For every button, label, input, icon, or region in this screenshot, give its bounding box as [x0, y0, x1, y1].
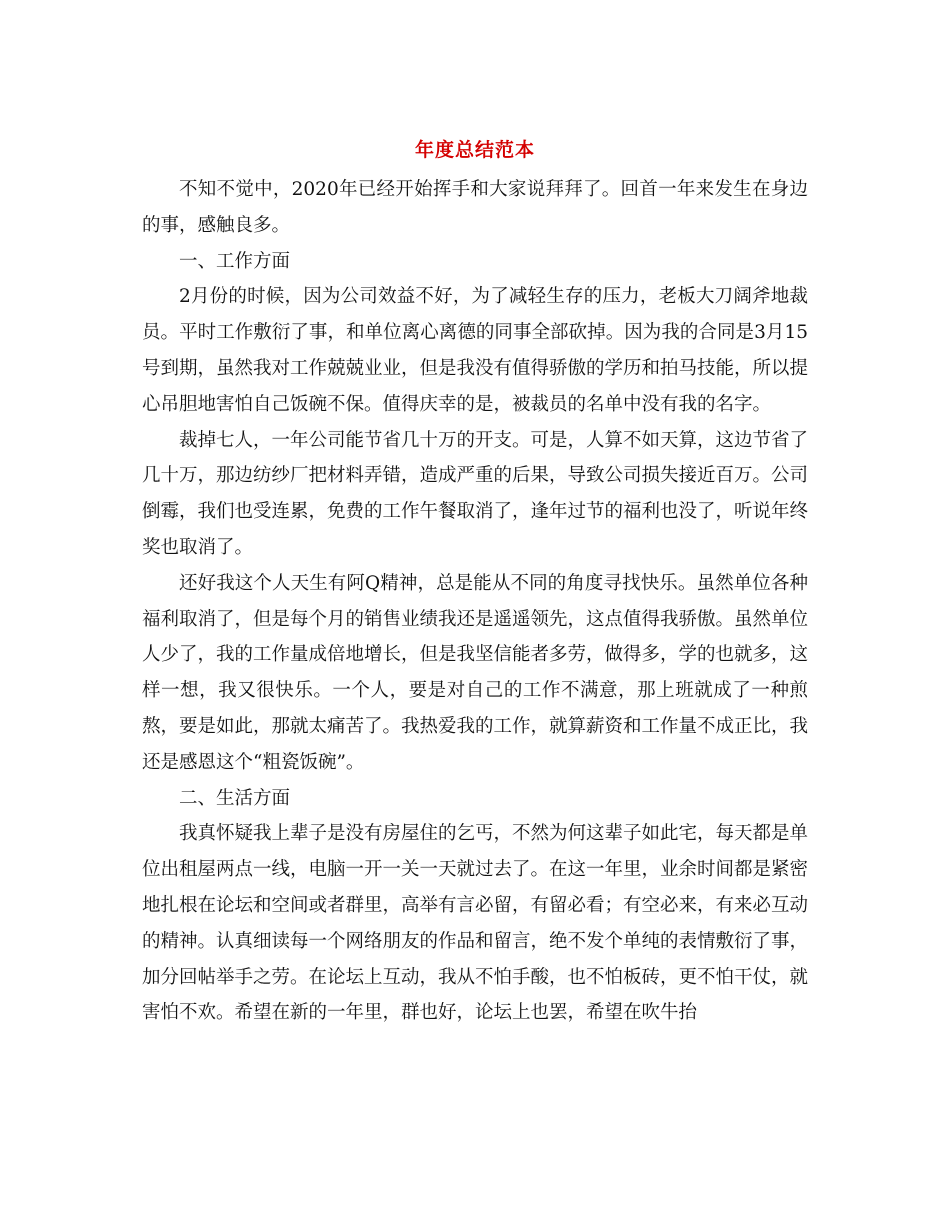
paragraph-cost-cutting: 裁掉七人，一年公司能节省几十万的开支。可是，人算不如天算，这边节省了几十万，那边纺纱厂把材料弄错，造成严重的后果，导致公司损失接近百万。公司倒霉，我们也受连累，免费的工作午餐取消了，逢年过节的福利也没了，听说年终奖也取消了。 — [142, 429, 809, 558]
paragraph-layoffs: 2月份的时候，因为公司效益不好，为了减轻生存的压力，老板大刀阔斧地裁员。平时工作敷衍了事，和单位离心离德的同事全部砍掉。因为我的合同是3月15号到期，虽然我对工作兢兢业业，但是我没有值得骄傲的学历和拍马技能，所以提心吊胆地害怕自己饭碗不保。值得庆幸的是，被裁员的名单中没有我的名字。 — [142, 286, 809, 415]
paragraph-attitude: 还好我这个人天生有阿Q精神，总是能从不同的角度寻找快乐。虽然单位各种福利取消了，但是每个月的销售业绩我还是遥遥领先，这点值得我骄傲。虽然单位人少了，我的工作量成倍地增长，但是我坚信能者多劳，做得多，学的也就多，这样一想，我又很快乐。一个人，要是对自己的工作不满意，那上班就成了一种煎熬，要是如此，那就太痛苦了。我热爱我的工作，就算薪资和工作量不成正比，我还是感恩这个“粗瓷饭碗”。 — [142, 572, 809, 773]
paragraph-intro: 不知不觉中，2020年已经开始挥手和大家说拜拜了。回首一年来发生在身边的事，感触良多。 — [142, 179, 808, 236]
document-title: 年度总结范本 — [414, 139, 535, 161]
paragraph-life: 我真怀疑我上辈子是没有房屋住的乞丐，不然为何这辈子如此宅，每天都是单位出租屋两点一线，电脑一开一关一天就过去了。在这一年里，业余时间都是紧密地扎根在论坛和空间或者群里，高举有言必留，有留必看；有空必来，有来必互动的精神。认真细读每一个网络朋友的作品和留言，绝不发个单纯的表情敷衍了事，加分回帖举手之劳。在论坛上互动，我从不怕手酸，也不怕板砖，更不怕干仗，就害怕不欢。希望在新的一年里，群也好，论坛上也罢，希望在吹牛抬 — [142, 823, 809, 1024]
section-heading-work: 一、工作方面 — [179, 250, 291, 272]
document-body — [142, 172, 808, 1031]
section-heading-life: 二、生活方面 — [179, 787, 291, 809]
